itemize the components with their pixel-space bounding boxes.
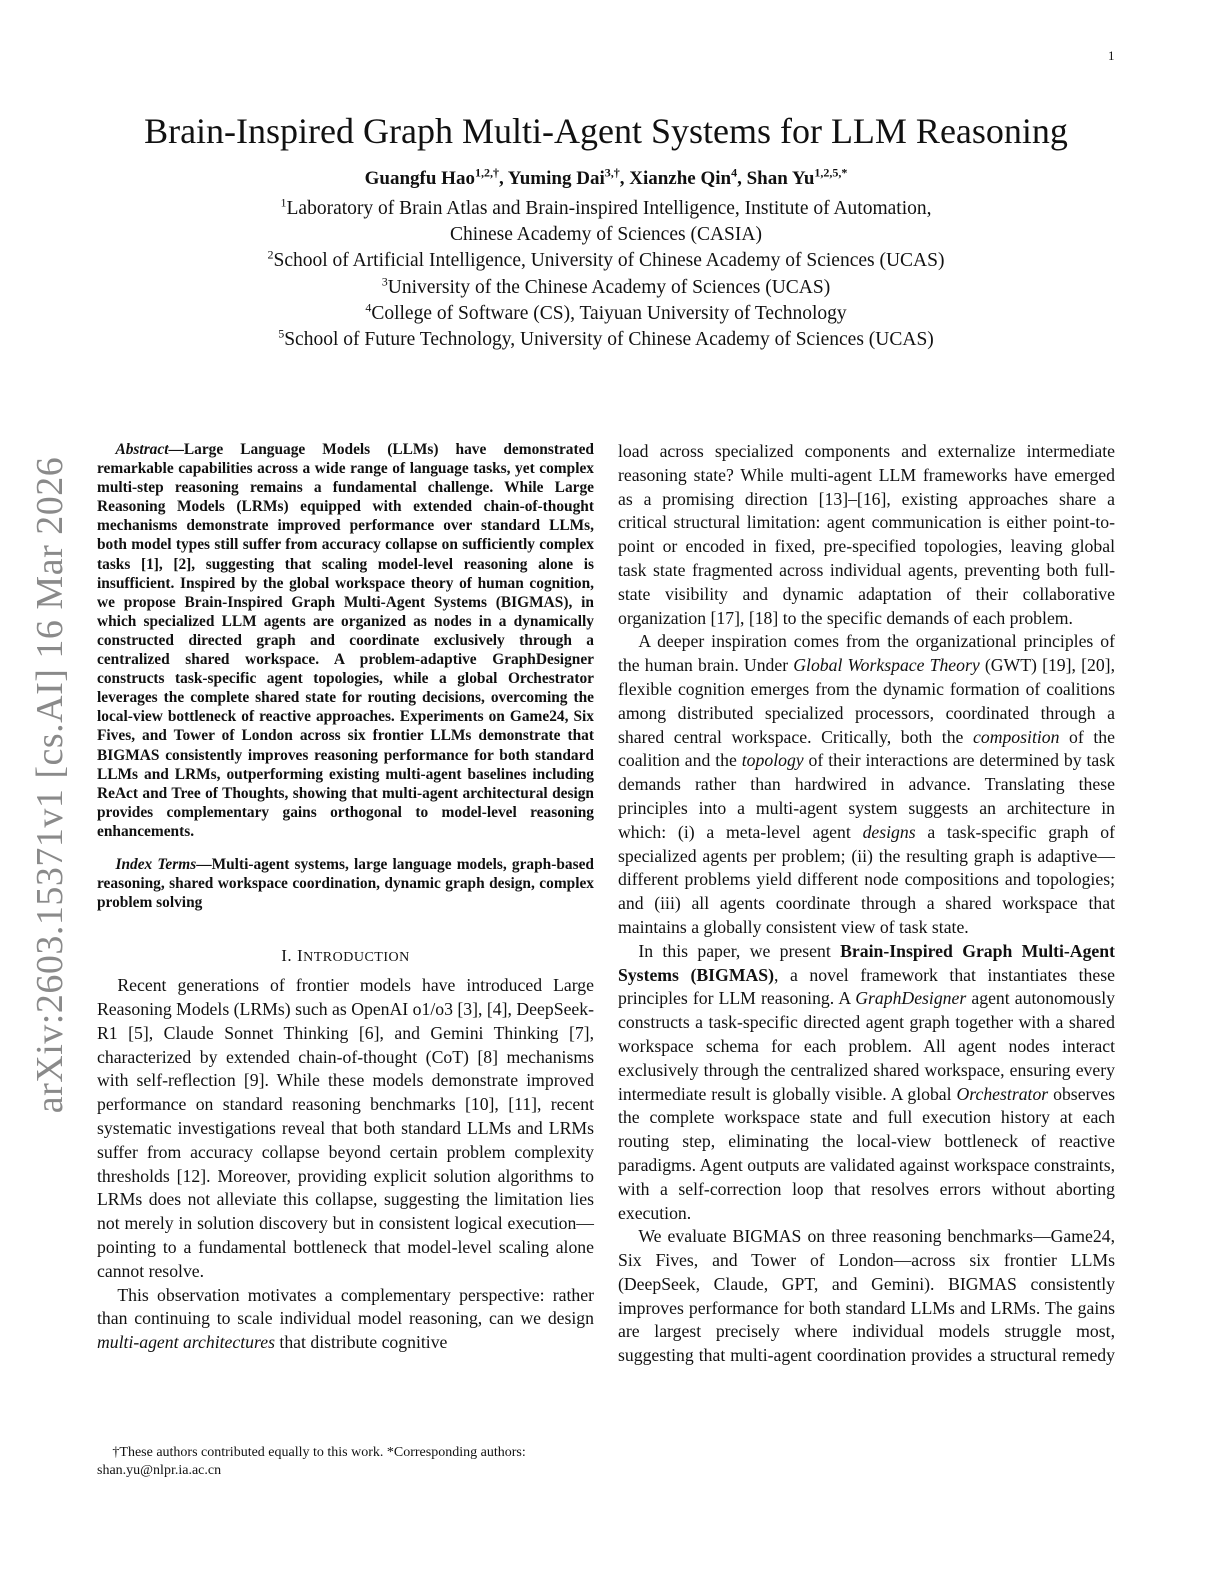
text-run: of the coalition and the <box>618 726 1115 771</box>
affil-mark: 1 <box>280 195 287 210</box>
affiliation-text: School of Future Technology, University of Chinese Academy of Sciences (UCAS) <box>284 329 934 351</box>
affiliations <box>0 196 1212 353</box>
affiliation-cont: Chinese Academy of Sciences (CASIA) <box>450 224 762 246</box>
author-affil-mark: 4 <box>731 165 738 180</box>
intro-paragraph <box>618 630 1115 939</box>
author-affil-mark: 3,† <box>604 165 620 180</box>
text-run: a task-specific graph of specialized agents per problem; (ii) the resulting graph is adaptive—different problems yield different node compositions and topologies; and (iii) all agents coordinate through a shared workspace that maintains a globally consistent view of task state. <box>618 821 1115 937</box>
affiliation <box>0 275 1212 301</box>
section-title-rest: NTRODUCTION <box>303 950 410 966</box>
text-run: This observation motivates a complementary perspective: rather than continuing to scale individual model reasoning, can we design <box>97 1284 594 1329</box>
emphasis: GraphDesigner <box>855 988 967 1009</box>
arxiv-sidebar <box>18 440 82 1130</box>
section-number: I. <box>281 946 293 966</box>
intro-paragraph <box>618 940 1115 1226</box>
text-run: agent autonomously constructs a task-specific directed agent graph together with a shared workspace schema for each problem. All agent nodes interact exclusively through the centralized shared workspace, ensuring every intermediate result is globally visible. A global <box>618 988 1116 1104</box>
right-column <box>618 440 1115 1368</box>
text-run: A deeper inspiration comes from the organizational principles of the human brain. Under <box>618 631 1115 676</box>
affil-mark: 2 <box>267 247 274 262</box>
index-terms: Index Terms—Multi-agent systems, large language models, graph-based reasoning, shared workspace coordination, dynamic graph design, complex problem solving <box>97 855 594 912</box>
text-run: , a novel framework that instantiates these principles for LLM reasoning. A <box>618 964 1115 1009</box>
left-column <box>97 440 594 1355</box>
author-affil-mark: 1,2,5,* <box>814 165 848 180</box>
paper-title: Brain-Inspired Graph Multi-Agent Systems for LLM Reasoning <box>144 111 1068 151</box>
emphasis: composition <box>973 726 1060 747</box>
affiliation-text: University of the Chinese Academy of Sciences (UCAS) <box>387 276 831 298</box>
affiliation <box>0 248 1212 274</box>
author-name: Yuming Dai <box>507 168 605 189</box>
text-run: that distribute cognitive <box>274 1332 448 1353</box>
affil-mark: 3 <box>381 274 388 289</box>
author-name: Shan Yu <box>746 168 815 189</box>
text-run: In this paper, we present <box>638 940 841 961</box>
page-number: 1 <box>1108 48 1115 63</box>
affiliation-text: Laboratory of Brain Atlas and Brain-inspired Intelligence, Institute of Automation, <box>286 198 932 219</box>
text-run: of their interactions are determined by task demands rather than hardwired in advance. Translating these principles into a multi-agent system suggests an architecture in which: (i) a meta-level agent <box>618 750 1115 842</box>
author-name: Guangfu Hao <box>364 168 475 189</box>
affiliation <box>0 196 1212 222</box>
section-title-initial: I <box>296 946 304 966</box>
emphasis: Global Workspace Theory <box>793 655 980 676</box>
author-name: Xianzhe Qin <box>629 168 732 189</box>
emphasis: topology <box>741 750 804 771</box>
author-list: Guangfu Hao$^{1,2,\dagger}$, Yuming Dai$^{3,\dagger}$, Xianzhe Qin$^4$, Shan $Yu^{1,2,5,*}$ <box>364 165 848 189</box>
abstract-label: Abstract <box>115 441 169 458</box>
affil-mark: 5 <box>278 326 285 341</box>
author-affil-mark: 1,2,† <box>474 165 499 180</box>
affil-mark: 4 <box>365 300 372 315</box>
intro-paragraph: Recent generations of frontier models have introduced Large Reasoning Models (LRMs) such as OpenAI o1/o3 [3], [4], DeepSeek-R1 [5], Claude Sonnet Thinking [6], and Gemini Thinking [7], characterized by extended chain-of-thought (CoT) [8] mechanisms with self-reflection [9]. While these models demonstrate improved performance on standard reasoning benchmarks [10], [11], recent systematic investigations reveal that both standard LLMs and LRMs suffer from accuracy collapse beyond certain problem complexity thresholds [12]. Moreover, providing explicit solution algorithms to LRMs does not alleviate this collapse, suggesting the limitation lies not merely in solution discovery but in consistent logical execution—pointing to a fundamental bottleneck that model-level scaling alone cannot resolve. <box>97 975 594 1281</box>
affiliation <box>0 327 1212 353</box>
intro-paragraph: We evaluate BIGMAS on three reasoning benchmarks—Game24, Six Fives, and Tower of London—across six frontier LLMs (DeepSeek, Claude, GPT, and Gemini). BIGMAS consistently improves performance for both standard LLMs and LRMs. The gains are largest precisely where individual models struggle most, suggesting that multi-agent coordination provides a structural remedy <box>618 1226 1115 1366</box>
abstract-text: Large Language Models (LLMs) have demonstrated remarkable capabilities across a wide range of language tasks, yet complex multi-step reasoning remains a fundamental challenge. While Large Reasoning Models (LRMs) equipped with extended chain-of-thought mechanisms demonstrate improved performance over standard LLMs, both model types still suffer from accuracy collapse on sufficiently complex tasks [1], [2], suggesting that scaling model-level reasoning alone is insufficient. Inspired by the global workspace theory of human cognition, we propose Brain-Inspired Graph Multi-Agent Systems (BIGMAS), in which specialized LLM agents are organized as nodes in a dynamically constructed directed graph and coordinate exclusively through a centralized shared workspace. A problem-adaptive GraphDesigner constructs task-specific agent topologies, while a global Orchestrator leverages the complete shared state for routing decisions, overcoming the local-view bottleneck of reactive approaches. Experiments on Game24, Six Fives, and Tower of London across six frontier LLMs demonstrate that BIGMAS consistently improves reasoning performance for both standard LLMs and LRMs, outperforming existing multi-agent baselines including ReAct and Tree of Thoughts, showing that multi-agent architectural design provides complementary gains orthogonal to model-level reasoning enhancements. <box>97 441 594 840</box>
index-terms-label: Index Terms <box>115 855 197 873</box>
index-terms-text: Multi-agent systems, large language models, graph-based reasoning, shared workspace coordination, dynamic graph design, complex problem solving <box>97 855 594 912</box>
affiliation-text: College of Software (CS), Taiyuan University of Technology <box>371 302 847 324</box>
emphasis: Orchestrator <box>956 1083 1049 1104</box>
affiliation <box>0 301 1212 327</box>
footnote: †These authors contributed equally to this work. *Corresponding authors: shan.yu@nlpr.ia.ac.cn <box>97 1445 526 1478</box>
text-run: observes the complete workspace state and full execution history at each routing step, eliminating the local-view bottleneck of reactive paradigms. Agent outputs are validated against workspace constraints, with a self-correction loop that resolves errors without aborting execution. <box>618 1083 1116 1223</box>
affiliation-text: School of Artificial Intelligence, University of Chinese Academy of Sciences (UCAS) <box>273 250 945 272</box>
intro-paragraph <box>97 1284 594 1355</box>
bold-text: Brain-Inspired Graph Multi-Agent Systems (BIGMAS) <box>618 940 1116 985</box>
emphasis: multi-agent architectures <box>97 1332 275 1353</box>
arxiv-identifier: arXiv:2603.15371v1 [cs.AI] 16 Mar 2026 <box>29 456 71 1114</box>
emphasis: designs <box>862 821 916 842</box>
abstract: Abstract—Large Language Models (LLMs) have demonstrated remarkable capabilities across a wide range of language tasks, yet complex multi-step reasoning remains a fundamental challenge. While Large Reasoning Models (LRMs) equipped with extended chain-of-thought mechanisms demonstrate improved performance over standard LLMs, both model types still suffer from accuracy collapse on sufficiently complex tasks [1], [2], suggesting that scaling model-level reasoning alone is insufficient. Inspired by the global workspace theory of human cognition, we propose Brain-Inspired Graph Multi-Agent Systems (BIGMAS), in which specialized LLM agents are organized as nodes in a dynamically constructed directed graph and coordinate exclusively through a centralized shared workspace. A problem-adaptive GraphDesigner constructs task-specific agent topologies, while a global Orchestrator leverages the complete shared state for routing decisions, overcoming the local-view bottleneck of reactive approaches. Experiments on Game24, Six Fives, and Tower of London across six frontier LLMs demonstrate that BIGMAS consistently improves reasoning performance for both standard LLMs and LRMs, outperforming existing multi-agent baselines including ReAct and Tree of Thoughts, showing that multi-agent architectural design provides complementary gains orthogonal to model-level reasoning enhancements. <box>97 441 594 840</box>
section-heading <box>97 946 594 966</box>
intro-paragraph: load across specialized components and externalize intermediate reasoning state? While multi-agent LLM frameworks have emerged as a promising direction [13]–[16], existing approaches share a critical structural limitation: agent communication is either point-to-point or encoded in fixed, pre-specified topologies, leaving global task state fragmented across individual agents, preventing both full-state visibility and dynamic adaptation of their collaborative organization [17], [18] to the specific demands of each problem. <box>618 441 1115 628</box>
text-run: (GWT) [19], [20], flexible cognition emerges from the dynamic formation of coalitions among distributed specialized processors, coordinated through a shared central workspace. Critically, both the <box>618 655 1115 747</box>
